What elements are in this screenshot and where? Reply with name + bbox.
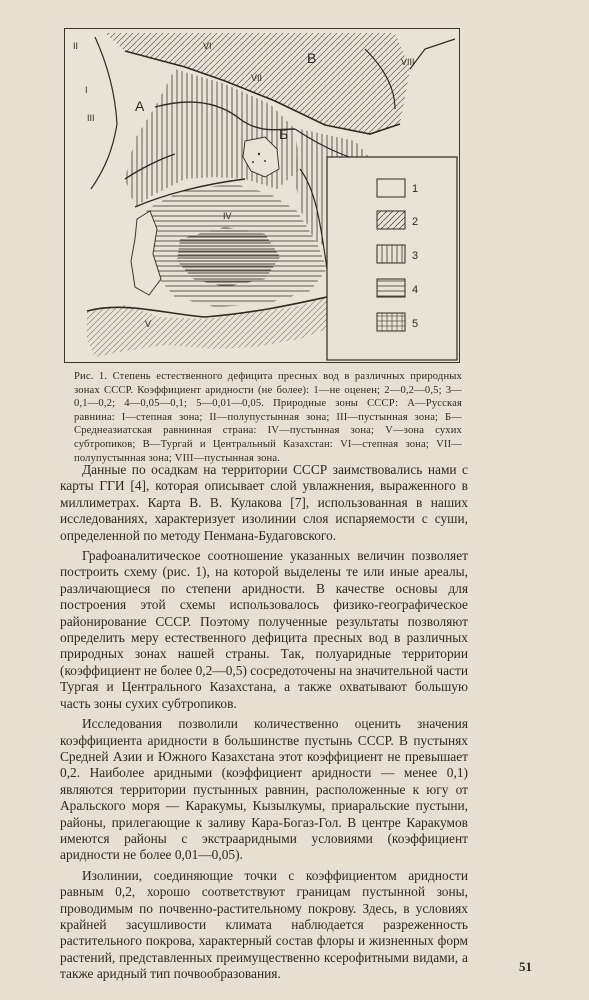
page-number: 51 <box>519 959 532 974</box>
aridity-map-figure <box>64 28 460 363</box>
paragraph: Графоаналитическое соотношение указанных величин позволяет построить схему (рис. 1), на которой выделены те или иные ареалы, различающиеся по степени аридности. В качестве основы для построения этой схемы использовалось физико-географическое районирование СССР. Поэтому полученные результаты позволяют определить меру естественного дефицита пресных вод в различных природных зонах нашей страны. Так, полуаридные территории (коэффициент не более 0,2—0,5) сосредоточены на значительной части Тургая и Центрального Казахстана, а также охватывают большую часть зоны сухих субтропиков. <box>60 548 469 711</box>
legend-number: 3 <box>412 250 419 262</box>
paragraph: Изолинии, соединяющие точки с коэффициентом аридности равным 0,2, хорошо соответствуют границам пустынной зоны, проводимым по почвенно-растительному покрову. Здесь, в условиях крайней засушливости климата наблюдается разреженность растительного покрова, характерный состав флоры и жизненных форм растений, представленных преимущественно ксерофитными видами, а также аридный тип почвообразования. <box>60 867 468 982</box>
legend-number: 1 <box>412 183 419 195</box>
aridity-map <box>65 29 458 361</box>
legend-number: 4 <box>412 284 419 296</box>
zone-label: III <box>87 113 95 123</box>
zone-label: VI <box>203 41 212 51</box>
zone-label: V <box>145 319 152 329</box>
zone-label: IV <box>223 211 232 221</box>
paragraph: Исследования позволили количественно оценить значения коэффициента аридности в большинстве пустынь СССР. В пустынях Средней Азии и Южного Казахстана этот коэффициент не превышает 0,2. Наиболее аридными (коэффициент аридности — менее 0,1) являются территории пустынных равнин, расположенные к югу от Аральского моря — Каракумы, Кызылкумы, приаральские пустыни, районы, прилегающие к заливу Кара-Богаз-Гол. В центре Каракумов имеются районы с экстрааридными условиями (коэффициент аридности не более 0,01—0,05). <box>60 716 468 863</box>
figure-caption <box>74 370 462 465</box>
region-label: В <box>307 50 317 66</box>
region-label: Б <box>279 126 289 142</box>
zone-label: VIII <box>401 57 415 67</box>
zone-label: II <box>73 41 79 51</box>
region-label: А <box>135 98 145 114</box>
zone-label: I <box>85 85 88 95</box>
paragraph: Данные по осадкам на территории СССР заимствовались нами с карты ГГИ [4], которая описывает слой увлажнения, выраженного в миллиметрах. Карта В. В. Кулакова [7], использованная в наших исследованиях, характеризует изолинии слоя испаряемости с суши, определенной по методу Пенмана-Будаговского. <box>60 462 468 543</box>
legend-number: 5 <box>412 318 419 330</box>
zone-label: VII <box>251 73 263 83</box>
body-text <box>60 462 468 987</box>
caption-text: Рис. 1. Степень естественного дефицита пресных вод в различных природных зонах СССР. Коэффициент аридности (не более): 1—не оценен; 2—0,2—0,5; 3—0,1—0,2; 4—0,05—0,1; 5—0,01—0,05. Природные зоны СССР: А—Русская равнина: I—степная зона; II—полупустынная зона; III—пустынная зона; Б—Среднеазиатская равнинная страна: IV—пустынная зона; V—зона сухих субтропиков; В—Тургай и Центральный Казахстан: VI—степная зона; VII—полупустынная зона; VIII—пустынная зона. <box>74 371 462 464</box>
legend-number: 2 <box>412 216 419 228</box>
